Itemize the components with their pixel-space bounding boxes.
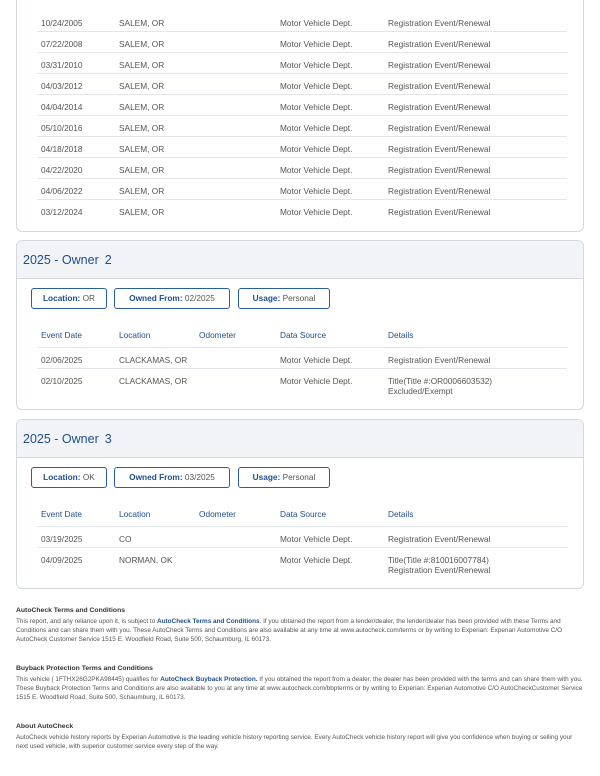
table-row: 10/24/2005 SALEM, OR Motor Vehicle Dept. Registration Event/Renewal <box>37 11 567 32</box>
usage-badge: Usage: Personal <box>238 288 330 309</box>
table-header: Event Date Location Odometer Data Source Details <box>37 324 567 348</box>
usage-badge: Usage: Personal <box>238 467 330 488</box>
buyback-heading: Buyback Protection Terms and Conditions <box>16 665 153 672</box>
buyback-text: This vehicle ( 1FTHX26G2PKA98445) qualifies for AutoCheck Buyback Protection. If you obtained the report from a dealer, the dealer has been provided with the terms and can share them with you. These Buyback Protection Terms and Conditions are also available to you at any time at www.autocheck.com/bbpterms or by writing to Experian: Experian Automotive C/O AutoCheckCustomer Service 1515 E. Woodfield Road, Suite 500, Schaumburg, IL 60173. <box>16 676 583 701</box>
terms-text: This report, and any reliance upon it, is subject to AutoCheck Terms and Conditions. If you obtained the report from a lender/dealer, the lender/dealer has been provided with these Terms and Conditions and can share them with you. These AutoCheck Terms and Conditions are also available at any time at www.autocheck.com/terms or by writing to Experian: Experian Automotive C/O AutoCheck Customer Service 1515 E. Woodfield Road, Suite 500, Schaumburg, IL 60173. <box>16 618 563 643</box>
terms-section <box>16 606 586 644</box>
table-row: 03/31/2010 SALEM, OR Motor Vehicle Dept. Registration Event/Renewal <box>37 53 567 74</box>
owned-from-badge: Owned From: 02/2025 <box>114 288 230 309</box>
buyback-link[interactable]: AutoCheck Buyback Protection. <box>160 676 258 683</box>
table-row: 07/22/2008 SALEM, OR Motor Vehicle Dept. Registration Event/Renewal <box>37 32 567 53</box>
location-badge: Location: OK <box>31 467 107 488</box>
about-text: AutoCheck vehicle history reports by Experian Automotive is the leading vehicle history reporting service. Every AutoCheck vehicle history report will give you confidence when buying or selling your next used vehicle, with superior customer service every step of the way. <box>16 734 573 750</box>
table-row: 04/22/2020 SALEM, OR Motor Vehicle Dept. Registration Event/Renewal <box>37 158 567 179</box>
table-row: 02/10/2025 CLACKAMAS, OR Motor Vehicle Dept. Title(Title #:OR0006603532) Excluded/Exempt <box>41 376 493 396</box>
table-header: Event Date Location Odometer Data Source Details <box>37 503 567 527</box>
table-row: 02/06/2025 CLACKAMAS, OR Motor Vehicle Dept. Registration Event/Renewal <box>37 348 567 369</box>
table-row: 04/03/2012 SALEM, OR Motor Vehicle Dept. Registration Event/Renewal <box>37 74 567 95</box>
table-row: 03/19/2025 CO Motor Vehicle Dept. Registration Event/Renewal <box>37 527 567 548</box>
table-row: 04/18/2018 SALEM, OR Motor Vehicle Dept. Registration Event/Renewal <box>37 137 567 158</box>
table-row: 04/06/2022 SALEM, OR Motor Vehicle Dept. Registration Event/Renewal <box>37 179 567 200</box>
table-row: 03/12/2024 SALEM, OR Motor Vehicle Dept. Registration Event/Renewal <box>41 207 491 217</box>
owner-2-title: 2025 - Owner 2 <box>17 241 583 279</box>
table-row: 04/09/2025 NORMAN, OK Motor Vehicle Dept. Title(Title #:810016007784) Registration Event/Renewal <box>41 555 491 575</box>
buyback-section <box>16 664 586 702</box>
about-heading: About AutoCheck <box>16 723 74 730</box>
owner-2-card <box>16 240 584 410</box>
owner-3-title: 2025 - Owner 3 <box>17 420 583 458</box>
table-row: 04/04/2014 SALEM, OR Motor Vehicle Dept. Registration Event/Renewal <box>37 95 567 116</box>
table-row: 05/10/2016 SALEM, OR Motor Vehicle Dept. Registration Event/Renewal <box>37 116 567 137</box>
location-badge: Location: OR <box>31 288 107 309</box>
terms-heading: AutoCheck Terms and Conditions <box>16 607 126 614</box>
terms-link[interactable]: AutoCheck Terms and Conditions <box>157 618 260 625</box>
about-section <box>16 722 586 751</box>
owner-1-history-card <box>16 0 584 232</box>
owned-from-badge: Owned From: 03/2025 <box>114 467 230 488</box>
owner-3-card <box>16 419 584 589</box>
